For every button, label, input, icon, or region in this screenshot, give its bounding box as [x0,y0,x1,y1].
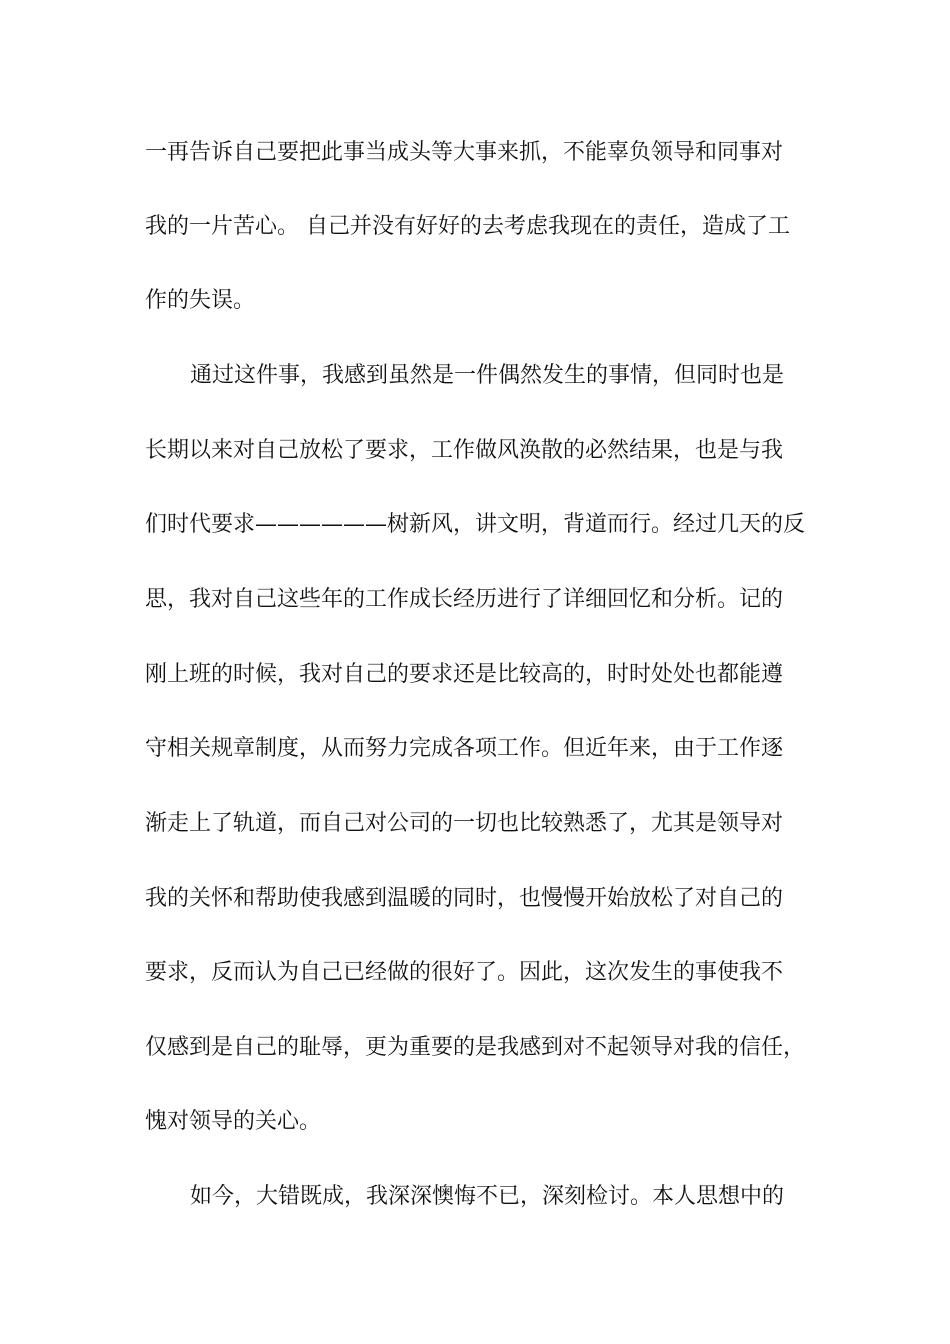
text-line-6: 们时代要求——————树新风，讲文明，背道而行。经过几天的反 [145,512,806,537]
text-line-9: 守相关规章制度，从而努力完成各项工作。但近年来，由于工作逐 [145,736,784,761]
text-line-13: 仅感到是自己的耻辱，更为重要的是我感到对不起领导对我的信任， [145,1035,806,1060]
text-line-8: 刚上班的时候，我对自己的要求还是比较高的，时时处处也都能遵 [145,662,784,687]
text-line-15: 如今，大错既成，我深深懊悔不已，深刻检讨。本人思想中的 [190,1184,785,1209]
text-line-12: 要求，反而认为自己已经做的很好了。因此，这次发生的事使我不 [145,960,784,985]
text-line-14: 愧对领导的关心。 [145,1109,322,1134]
text-line-5: 长期以来对自己放松了要求，工作做风涣散的必然结果，也是与我 [145,438,784,463]
text-line-3: 作的失误。 [145,288,256,313]
text-line-4: 通过这件事，我感到虽然是一件偶然发生的事情，但同时也是 [190,363,785,388]
text-line-10: 渐走上了轨道，而自己对公司的一切也比较熟悉了，尤其是领导对 [145,811,784,836]
text-line-11: 我的关怀和帮助使我感到温暖的同时，也慢慢开始放松了对自己的 [145,886,784,911]
text-line-2: 我的一片苦心。 自己并没有好好的去考虑我现在的责任，造成了工 [145,214,790,239]
text-line-1: 一再告诉自己要把此事当成头等大事来抓，不能辜负领导和同事对 [145,140,784,165]
text-line-7: 思，我对自己这些年的工作成长经历进行了详细回忆和分析。记的 [145,587,784,612]
